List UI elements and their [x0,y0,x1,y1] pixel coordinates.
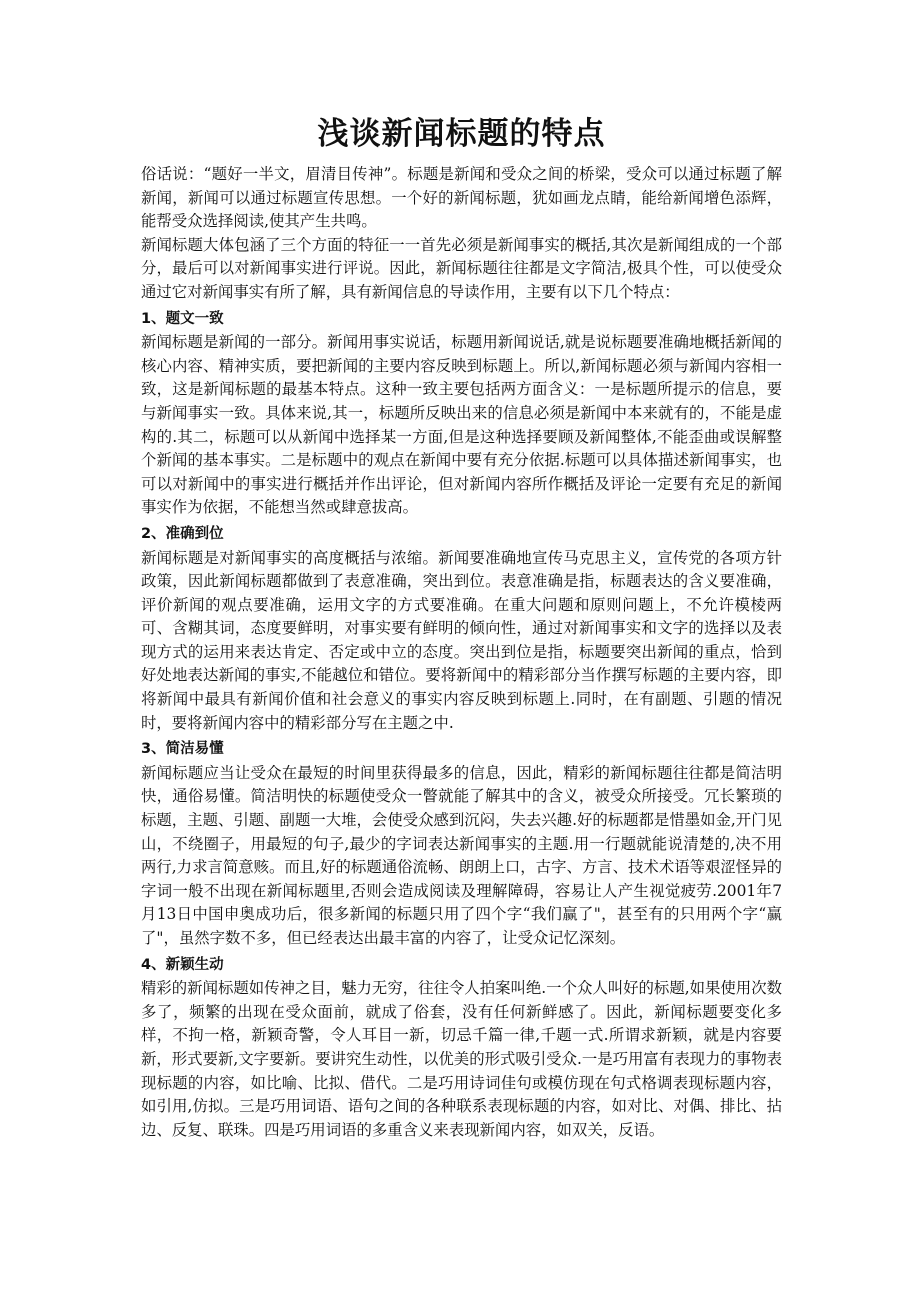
section-heading-2: 2、准确到位 [141,525,224,542]
section-paragraph-4: 精彩的新闻标题如传神之目，魅力无穷，往往令人拍案叫绝.一个众人叫好的标题,如果使用次数多了，频繁的出现在受众面前，就成了俗套，没有任何新鲜感了。因此，新闻标题要变化多样，不拘一格，新颖奇警，令人耳目一新，切忌千篇一律,千题一式.所谓求新颖，就是内容要新，形式要新,文字要新。要讲究生动性，以优美的形式吸引受众.一是巧用富有表现力的事物表现标题的内容，如比喻、比拟、借代。二是巧用诗词佳句或模仿现在句式格调表现标题内容，如引用,仿拟。三是巧用词语、语句之间的各种联系表现标题的内容，如对比、对偶、排比、拈边、反复、联珠。四是巧用词语的多重含义来表现新闻内容，如双关，反语。 [141,979,782,1139]
document-title: 浅谈新闻标题的特点 [317,116,606,152]
section-heading-4: 4、新颖生动 [141,956,224,973]
section-heading-1: 1、题文一致 [141,310,224,327]
intro-paragraph-2: 新闻标题大体包涵了三个方面的特征一一首先必须是新闻事实的概括,其次是新闻组成的一个部分，最后可以对新闻事实进行评说。因此，新闻标题往往都是文字简洁,极具个性，可以使受众通过它对新闻事实有所了解，具有新闻信息的导读作用，主要有以下几个特点： [141,235,782,301]
section-paragraph-2: 新闻标题是对新闻事实的高度概括与浓缩。新闻要准确地宣传马克思主义，宣传党的各项方针政策，因此新闻标题都做到了表意准确，突出到位。表意准确是指，标题表达的含义要准确，评价新闻的观点要准确，运用文字的方式要准确。在重大问题和原则问题上，不允许模棱两可、含糊其词，态度要鲜明，对事实要有鲜明的倾向性，通过对新闻事实和文字的选择以及表现方式的运用来表达肯定、否定或中立的态度。突出到位是指，标题要突出新闻的重点，恰到好处地表达新闻的事实,不能越位和错位。要将新闻中的精彩部分当作撰写标题的主要内容，即将新闻中最具有新闻价值和社会意义的事实内容反映到标题上.同时，在有副题、引题的情况时，要将新闻内容中的精彩部分写在主题之中. [141,548,782,732]
section-paragraph-1: 新闻标题是新闻的一部分。新闻用事实说话，标题用新闻说话,就是说标题要准确地概括新闻的核心内容、精神实质，要把新闻的主要内容反映到标题上。所以,新闻标题必须与新闻内容相一致，这是新闻标题的最基本特点。这种一致主要包括两方面含义：一是标题所提示的信息，要与新闻事实一致。具体来说,其一，标题所反映出来的信息必须是新闻中本来就有的，不能是虚构的.其二，标题可以从新闻中选择某一方面,但是这种选择要顾及新闻整体,不能歪曲或误解整个新闻的基本事实。二是标题中的观点在新闻中要有充分依据.标题可以具体描述新闻事实，也可以对新闻中的事实进行概括并作出评论，但对新闻内容所作概括及评论一定要有充足的新闻事实作为依据，不能想当然或肆意拔高。 [141,333,782,517]
intro-paragraph-1: 俗话说：“题好一半文，眉清目传神”。标题是新闻和受众之间的桥梁，受众可以通过标题了解新闻，新闻可以通过标题宣传思想。一个好的新闻标题，犹如画龙点睛，能给新闻增色添辉，能帮受众选择阅读,使其产生共鸣。 [141,165,782,231]
section-paragraph-3: 新闻标题应当让受众在最短的时间里获得最多的信息，因此，精彩的新闻标题往往都是简洁明快，通俗易懂。简洁明快的标题使受众一瞥就能了解其中的含义，被受众所接受。冗长繁琐的标题，主题、引题、副题一大堆，会使受众感到沉闷，失去兴趣.好的标题都是惜墨如金,开门见山，不绕圈子，用最短的句子,最少的字词表达新闻事实的主题.用一行题就能说清楚的,决不用两行,力求言简意赅。而且,好的标题通俗流畅、朗朗上口，古字、方言、技术术语等艰涩怪异的字词一般不出现在新闻标题里,否则会造成阅读及理解障碍，容易让人产生视觉疲劳.2001年7月13日中国申奥成功后，很多新闻的标题只用了四个字“我们赢了"，甚至有的只用两个字“赢了"，虽然字数不多，但已经表达出最丰富的内容了，让受众记忆深刻。 [141,763,782,947]
section-heading-3: 3、简洁易懂 [141,741,224,758]
